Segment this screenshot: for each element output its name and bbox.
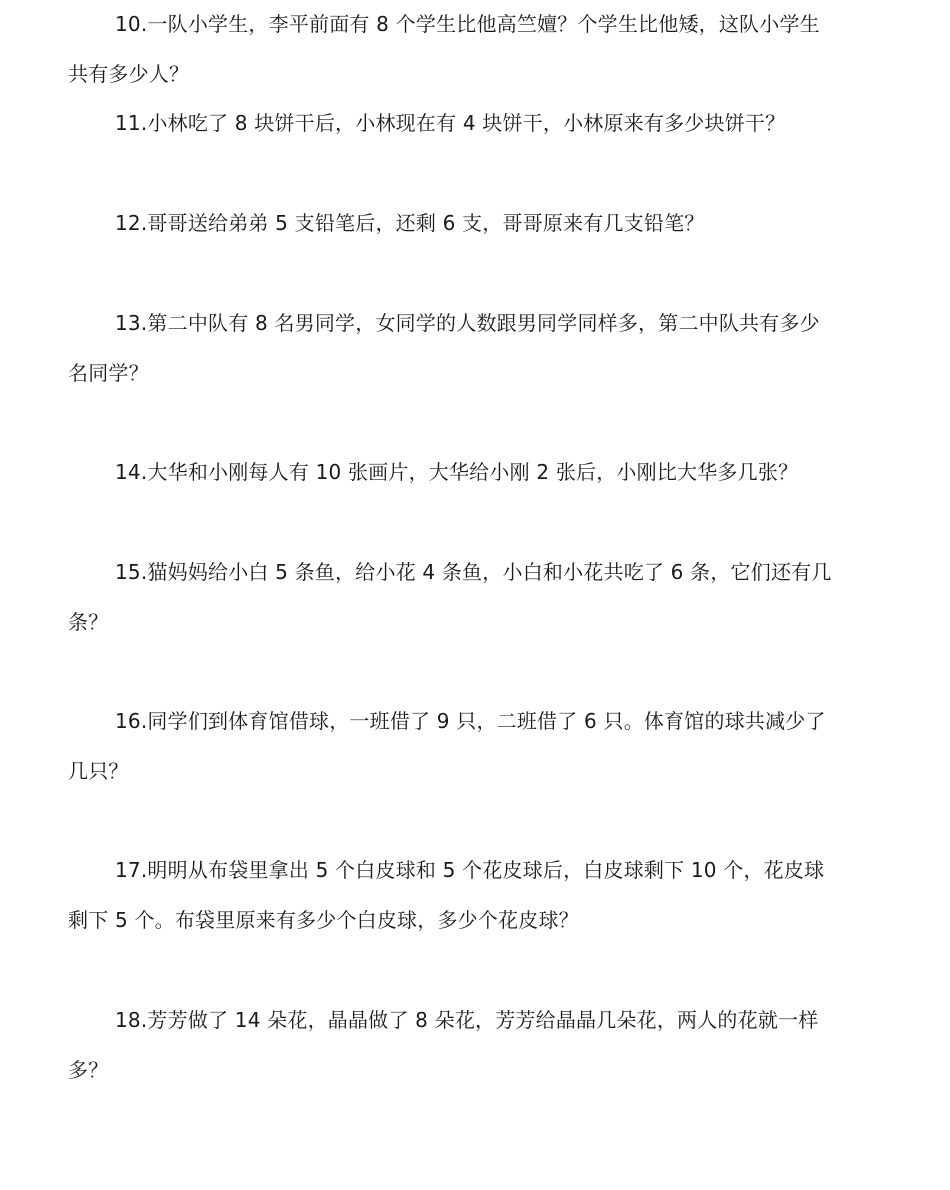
problem-10-line-1	[115, 10, 820, 38]
problem-18-line-1	[115, 1006, 818, 1034]
problem-12-line-1	[115, 209, 705, 237]
problem-16-line-1	[115, 707, 826, 735]
problem-13-line-2: 名同学？	[68, 361, 149, 385]
problem-12-number: 12.	[115, 211, 148, 235]
problem-17-line-1	[115, 856, 824, 884]
problem-13-number: 13.	[115, 311, 148, 335]
problem-17-text-1: 明明从布袋里拿出 5 个白皮球和 5 个花皮球后，白皮球剩下 10 个，花皮球	[147, 858, 825, 882]
problem-10-text-1: 一队小学生，李平前面有 8 个学生比他高竺嬗？个学生比他矮，这队小学生	[147, 12, 820, 36]
problem-15-number: 15.	[115, 560, 148, 584]
problem-11-text-1: 小林吃了 8 块饼干后，小林现在有 4 块饼干，小林原来有多少块饼干？	[147, 111, 786, 135]
problem-16-line-2: 几只？	[68, 759, 129, 783]
problem-16-number: 16.	[115, 709, 148, 733]
problem-10-number: 10.	[115, 12, 148, 36]
problem-15-line-1	[115, 558, 832, 586]
problem-11-line-1	[115, 109, 785, 137]
problem-14-line-1	[115, 458, 798, 486]
problem-16-text-1: 同学们到体育馆借球，一班借了 9 只，二班借了 6 只。体育馆的球共减少了	[147, 709, 826, 733]
problem-18-line-2: 多？	[68, 1058, 109, 1082]
problem-13-text-1: 第二中队有 8 名男同学，女同学的人数跟男同学同样多，第二中队共有多少	[147, 311, 820, 335]
problem-15-line-2: 条？	[68, 610, 109, 634]
problem-14-number: 14.	[115, 460, 148, 484]
problem-15-text-1: 猫妈妈给小白 5 条鱼，给小花 4 条鱼，小白和小花共吃了 6 条，它们还有几	[147, 560, 832, 584]
problem-17-line-2: 剩下 5 个。布袋里原来有多少个白皮球，多少个花皮球？	[68, 908, 579, 932]
problem-13-line-1	[115, 309, 820, 337]
problem-18-number: 18.	[115, 1008, 148, 1032]
problem-14-text-1: 大华和小刚每人有 10 张画片，大华给小刚 2 张后，小刚比大华多几张？	[147, 460, 799, 484]
problem-17-number: 17.	[115, 858, 148, 882]
problem-12-text-1: 哥哥送给弟弟 5 支铅笔后，还剩 6 支，哥哥原来有几支铅笔？	[147, 211, 705, 235]
problem-18-text-1: 芳芳做了 14 朵花，晶晶做了 8 朵花，芳芳给晶晶几朵花，两人的花就一样	[147, 1008, 819, 1032]
problem-11-number: 11.	[115, 111, 148, 135]
problem-10-line-2: 共有多少人？	[68, 62, 190, 86]
